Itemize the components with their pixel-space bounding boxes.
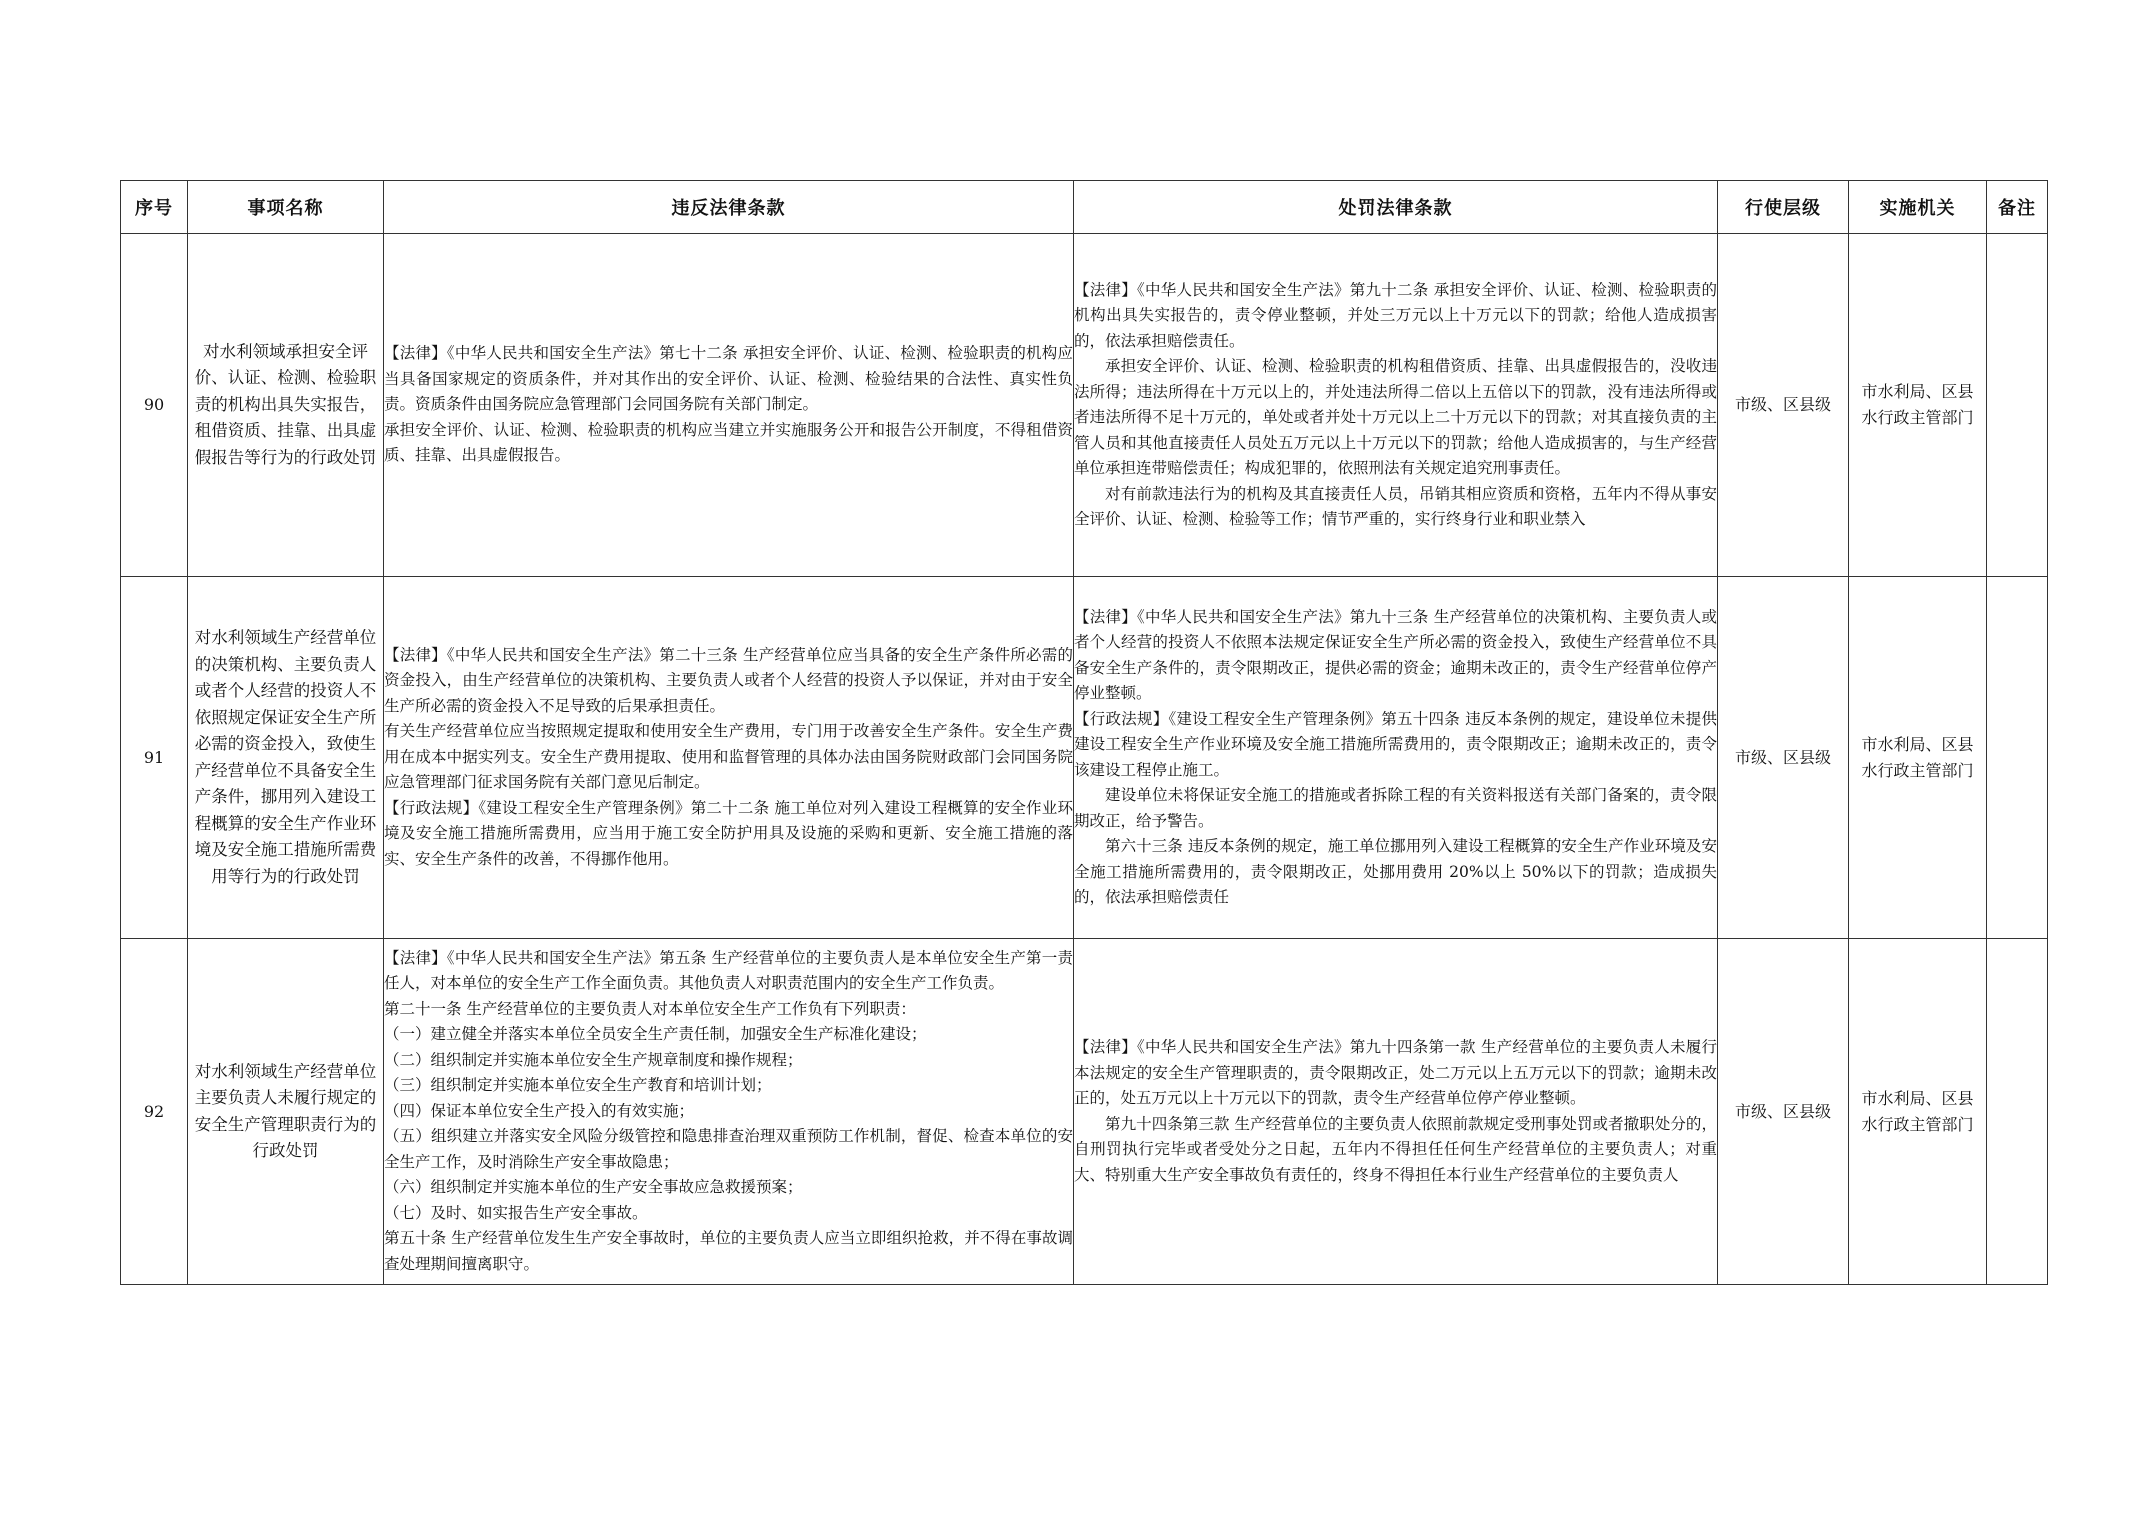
row-violation-clause [384, 234, 1074, 577]
row-remark [1987, 577, 2048, 939]
clause-paragraph: 【法律】《中华人民共和国安全生产法》第七十二条 承担安全评价、认证、检测、检验职责的机构应当具备国家规定的资质条件，并对其作出的安全评价、认证、检测、检验结果的合法性、真实性负责。资质条件由国务院应急管理部门会同国务院有关部门制定。 [384, 344, 1073, 414]
row-item-name: 对水利领域生产经营单位主要负责人未履行规定的安全生产管理职责行为的行政处罚 [188, 939, 384, 1285]
row-agency: 市水利局、区县水行政主管部门 [1849, 939, 1987, 1285]
clause-paragraph: 第五十条 生产经营单位发生生产安全事故时，单位的主要负责人应当立即组织抢救，并不得在事故调查处理期间擅离职守。 [384, 1229, 1073, 1273]
header-agency: 实施机关 [1849, 181, 1987, 234]
clause-paragraph: 有关生产经营单位应当按照规定提取和使用安全生产费用，专门用于改善安全生产条件。安全生产费用在成本中据实列支。安全生产费用提取、使用和监督管理的具体办法由国务院财政部门会同国务院应急管理部门征求国务院有关部门意见后制定。 [384, 722, 1073, 792]
clause-paragraph: （六）组织制定并实施本单位的生产安全事故应急救援预案； [384, 1178, 803, 1197]
header-level: 行使层级 [1718, 181, 1849, 234]
clause-paragraph: （二）组织制定并实施本单位安全生产规章制度和操作规程； [384, 1050, 803, 1069]
table-row [121, 939, 2048, 1285]
row-seq: 92 [121, 939, 188, 1285]
clause-paragraph: 【行政法规】《建设工程安全生产管理条例》第五十四条 违反本条例的规定，建设单位未提供建设工程安全生产作业环境及安全施工措施所需费用的，责令限期改正；逾期未改正的，责令该建设工程停止施工。 [1074, 709, 1717, 779]
clause-paragraph: 对有前款违法行为的机构及其直接责任人员，吊销其相应资质和资格，五年内不得从事安全评价、认证、检测、检验等工作；情节严重的，实行终身行业和职业禁入 [1074, 484, 1717, 528]
clause-paragraph: （三）组织制定并实施本单位安全生产教育和培训计划； [384, 1076, 772, 1095]
clause-paragraph: 【法律】《中华人民共和国安全生产法》第九十二条 承担安全评价、认证、检测、检验职责的机构出具失实报告的，责令停业整顿，并处三万元以上十万元以下的罚款；给他人造成损害的，依法承担赔偿责任。 [1074, 280, 1717, 350]
clause-paragraph: 承担安全评价、认证、检测、检验职责的机构应当建立并实施服务公开和报告公开制度，不得租借资质、挂靠、出具虚假报告。 [384, 420, 1073, 465]
table-row [121, 577, 2048, 939]
row-seq: 90 [121, 234, 188, 577]
clause-paragraph: （五）组织建立并落实安全风险分级管控和隐患排查治理双重预防工作机制，督促、检查本单位的安全生产工作，及时消除生产安全事故隐患； [384, 1127, 1073, 1171]
clause-paragraph: 第六十三条 违反本条例的规定，施工单位挪用列入建设工程概算的安全生产作业环境及安全施工措施所需费用的，责令限期改正，处挪用费用 20%以上 50%以下的罚款；造成损失的，依法承担赔偿责任 [1074, 837, 1717, 906]
clause-paragraph: （一）建立健全并落实本单位全员安全生产责任制，加强安全生产标准化建设； [384, 1025, 927, 1044]
row-level: 市级、区县级 [1718, 234, 1849, 577]
row-remark [1987, 939, 2048, 1285]
row-item-name: 对水利领域生产经营单位的决策机构、主要负责人或者个人经营的投资人不依照规定保证安全生产所必需的资金投入，致使生产经营单位不具备安全生产条件，挪用列入建设工程概算的安全生产作业环境及安全施工措施所需费用等行为的行政处罚 [188, 577, 384, 939]
row-penalty-clause [1074, 577, 1718, 939]
clause-paragraph: 【法律】《中华人民共和国安全生产法》第五条 生产经营单位的主要负责人是本单位安全生产第一责任人，对本单位的安全生产工作全面负责。其他负责人对职责范围内的安全生产工作负责。 [384, 948, 1073, 993]
header-seq: 序号 [121, 181, 188, 234]
row-level: 市级、区县级 [1718, 939, 1849, 1285]
header-row [121, 181, 2048, 234]
header-remark: 备注 [1987, 181, 2048, 234]
row-agency: 市水利局、区县水行政主管部门 [1849, 577, 1987, 939]
row-remark [1987, 234, 2048, 577]
clause-paragraph: 【法律】《中华人民共和国安全生产法》第二十三条 生产经营单位应当具备的安全生产条件所必需的资金投入，由生产经营单位的决策机构、主要负责人或者个人经营的投资人予以保证，并对由于安全生产所必需的资金投入不足导致的后果承担责任。 [384, 645, 1073, 715]
clause-paragraph: （四）保证本单位安全生产投入的有效实施； [384, 1101, 695, 1120]
clause-paragraph: 第九十四条第三款 生产经营单位的主要负责人依照前款规定受刑事处罚或者撤职处分的，自刑罚执行完毕或者受处分之日起，五年内不得担任任何生产经营单位的主要负责人；对重大、特别重大生产安全事故负有责任的，终身不得担任本行业生产经营单位的主要负责人 [1074, 1114, 1717, 1184]
clause-paragraph: 第二十一条 生产经营单位的主要负责人对本单位安全生产工作负有下列职责： [384, 999, 916, 1018]
row-level: 市级、区县级 [1718, 577, 1849, 939]
row-agency: 市水利局、区县水行政主管部门 [1849, 234, 1987, 577]
header-name: 事项名称 [188, 181, 384, 234]
row-seq: 91 [121, 577, 188, 939]
clause-paragraph: 【行政法规】《建设工程安全生产管理条例》第二十二条 施工单位对列入建设工程概算的安全作业环境及安全施工措施所需费用，应当用于施工安全防护用具及设施的采购和更新、安全施工措施的落实、安全生产条件的改善，不得挪作他用。 [384, 798, 1073, 868]
clause-paragraph: 建设单位未将保证安全施工的措施或者拆除工程的有关资料报送有关部门备案的，责令限期改正，给予警告。 [1074, 786, 1717, 830]
table-row [121, 234, 2048, 577]
clause-paragraph: （七）及时、如实报告生产安全事故。 [384, 1203, 648, 1222]
row-item-name: 对水利领域承担安全评价、认证、检测、检验职责的机构出具失实报告，租借资质、挂靠、出具虚假报告等行为的行政处罚 [188, 234, 384, 577]
row-violation-clause [384, 939, 1074, 1285]
header-violation: 违反法律条款 [384, 181, 1074, 234]
clause-paragraph: 【法律】《中华人民共和国安全生产法》第九十三条 生产经营单位的决策机构、主要负责人或者个人经营的投资人不依照本法规定保证安全生产所必需的资金投入，致使生产经营单位不具备安全生产条件的，责令限期改正，提供必需的资金；逾期未改正的，责令生产经营单位停产停业整顿。 [1074, 607, 1717, 702]
clause-paragraph: 【法律】《中华人民共和国安全生产法》第九十四条第一款 生产经营单位的主要负责人未履行本法规定的安全生产管理职责的，责令限期改正，处二万元以上五万元以下的罚款；逾期未改正的，处五万元以上十万元以下的罚款，责令生产经营单位停产停业整顿。 [1074, 1038, 1717, 1107]
clause-paragraph: 承担安全评价、认证、检测、检验职责的机构租借资质、挂靠、出具虚假报告的，没收违法所得；违法所得在十万元以上的，并处违法所得二倍以上五倍以下的罚款，没有违法所得或者违法所得不足十万元的，单处或者并处十万元以上二十万元以下的罚款；对其直接负责的主管人员和其他直接责任人员处五万元以上十万元以下的罚款；给他人造成损害的，与生产经营单位承担连带赔偿责任；构成犯罪的，依照刑法有关规定追究刑事责任。 [1074, 357, 1717, 477]
row-penalty-clause [1074, 939, 1718, 1285]
header-penalty: 处罚法律条款 [1074, 181, 1718, 234]
row-violation-clause [384, 577, 1074, 939]
row-penalty-clause [1074, 234, 1718, 577]
law-enforcement-table [120, 180, 2048, 1285]
